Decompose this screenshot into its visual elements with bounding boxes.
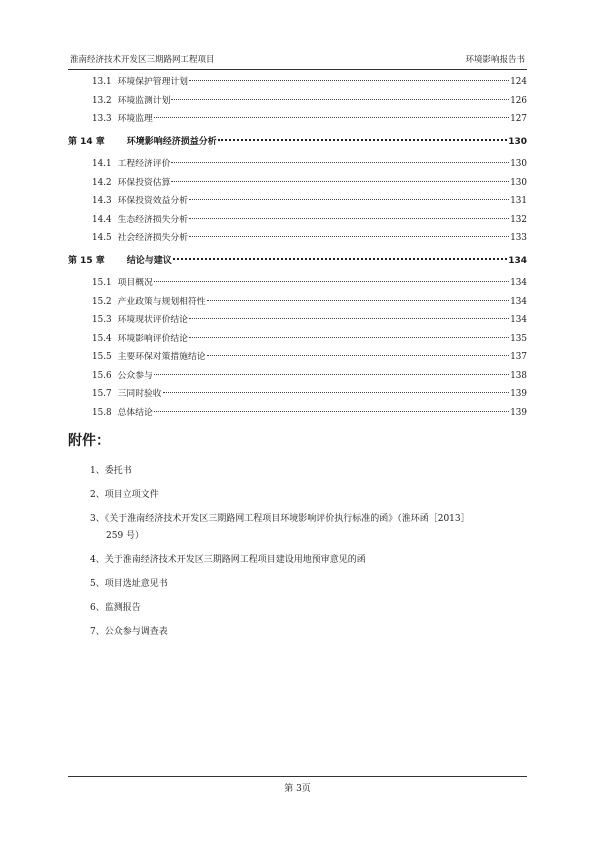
header-report-title: 环境影响报告书 bbox=[465, 55, 525, 65]
toc-page-number: 131 bbox=[510, 196, 527, 206]
toc-section-row[interactable] bbox=[68, 92, 527, 111]
attachment-text: 4、关于淮南经济技术开发区三期路网工程项目建设用地预审意见的函 bbox=[90, 555, 366, 565]
toc-section-row[interactable] bbox=[68, 385, 527, 404]
toc-section-row[interactable] bbox=[68, 155, 527, 174]
toc-page-number: 134 bbox=[508, 255, 527, 266]
toc-page-number: 133 bbox=[510, 233, 527, 243]
attachment-text: 3、《关于淮南经济技术开发区三期路网工程项目环境影响评价执行标准的函》（淮环函［2013］ bbox=[90, 514, 470, 524]
toc-title: 环保投资效益分析 bbox=[117, 196, 188, 206]
toc-section-row[interactable] bbox=[68, 293, 527, 312]
toc-page-number: 130 bbox=[510, 177, 527, 188]
toc-dot-leader bbox=[218, 139, 507, 141]
toc-dot-leader bbox=[189, 199, 509, 200]
attachment-text: 6、监测报告 bbox=[90, 603, 141, 613]
toc-number: 14.1 bbox=[92, 159, 112, 169]
toc-section-row[interactable] bbox=[68, 330, 527, 349]
toc-dot-leader bbox=[189, 80, 509, 81]
attachment-text-continued: 259 号） bbox=[106, 531, 145, 541]
toc-title: 环境保护管理计划 bbox=[117, 77, 188, 87]
toc-dot-leader bbox=[189, 337, 509, 338]
toc-title: 社会经济损失分析 bbox=[117, 233, 188, 243]
toc-number: 14.5 bbox=[92, 233, 112, 243]
toc-dot-leader bbox=[171, 181, 509, 182]
toc-page-number: 137 bbox=[510, 352, 527, 362]
attachment-text: 7、公众参与调查表 bbox=[90, 627, 168, 637]
attachment-item bbox=[90, 463, 527, 480]
toc-page-number: 132 bbox=[510, 214, 527, 225]
toc-number: 13.2 bbox=[92, 95, 112, 106]
toc-number: 15.2 bbox=[92, 296, 112, 307]
attachment-item bbox=[90, 600, 527, 617]
toc-title: 产业政策与规划相符性 bbox=[117, 296, 206, 307]
toc-number: 第 14 章 bbox=[68, 136, 105, 147]
toc-title: 主要环保对策措施结论 bbox=[117, 352, 206, 362]
toc-title: 项目概况 bbox=[117, 278, 153, 288]
toc-title: 生态经济损失分析 bbox=[117, 214, 188, 225]
toc-dot-leader bbox=[207, 355, 510, 356]
toc-dot-leader bbox=[189, 218, 509, 219]
toc-dot-leader bbox=[207, 300, 510, 301]
attachment-text: 2、项目立项文件 bbox=[90, 490, 159, 500]
toc-title: 三同时验收 bbox=[117, 389, 162, 399]
toc-page-number: 124 bbox=[510, 77, 527, 87]
attachments-list bbox=[90, 463, 527, 648]
toc-number: 15.1 bbox=[92, 278, 112, 288]
toc-number: 13.1 bbox=[92, 77, 112, 87]
toc-page-number: 130 bbox=[510, 159, 527, 169]
table-of-contents bbox=[68, 73, 527, 422]
toc-title: 环境现状评价结论 bbox=[117, 315, 188, 325]
toc-title: 环境影响评价结论 bbox=[117, 333, 188, 344]
attachment-item bbox=[90, 576, 527, 593]
toc-title: 环境监理 bbox=[117, 114, 153, 124]
toc-page-number: 130 bbox=[508, 136, 527, 147]
toc-section-row[interactable] bbox=[68, 211, 527, 230]
attachment-item bbox=[90, 511, 527, 545]
toc-dot-leader bbox=[189, 236, 509, 237]
toc-section-row[interactable] bbox=[68, 311, 527, 330]
toc-section-row[interactable] bbox=[68, 174, 527, 193]
toc-chapter-row[interactable] bbox=[68, 133, 527, 152]
toc-dot-leader bbox=[173, 258, 507, 260]
toc-page-number: 138 bbox=[510, 370, 527, 381]
toc-section-row[interactable] bbox=[68, 367, 527, 386]
toc-number: 14.2 bbox=[92, 177, 112, 188]
toc-section-row[interactable] bbox=[68, 73, 527, 92]
toc-section-row[interactable] bbox=[68, 192, 527, 211]
toc-page-number: 135 bbox=[510, 333, 527, 344]
toc-number: 15.8 bbox=[92, 407, 112, 418]
toc-page-number: 134 bbox=[510, 315, 527, 325]
header-project-title: 淮南经济技术开发区三期路网工程项目 bbox=[70, 55, 215, 65]
attachment-text: 5、项目选址意见书 bbox=[90, 579, 168, 589]
toc-page-number: 139 bbox=[510, 389, 527, 399]
toc-title: 环境监测计划 bbox=[117, 95, 171, 106]
toc-dot-leader bbox=[189, 318, 509, 319]
attachment-item bbox=[90, 552, 527, 569]
toc-title: 结论与建议 bbox=[126, 255, 172, 266]
toc-title: 公众参与 bbox=[117, 370, 153, 381]
footer-divider bbox=[68, 776, 527, 777]
toc-dot-leader bbox=[154, 374, 509, 375]
toc-title: 环境影响经济损益分析 bbox=[126, 136, 217, 147]
toc-number: 15.3 bbox=[92, 315, 112, 325]
toc-number: 第 15 章 bbox=[68, 255, 105, 266]
toc-section-row[interactable] bbox=[68, 404, 527, 423]
toc-page-number: 134 bbox=[510, 278, 527, 288]
toc-section-row[interactable] bbox=[68, 110, 527, 129]
toc-page-number: 134 bbox=[510, 296, 527, 307]
toc-chapter-row[interactable] bbox=[68, 252, 527, 271]
page-number: 第 3页 bbox=[284, 784, 311, 794]
toc-number: 15.6 bbox=[92, 370, 112, 381]
attachment-item bbox=[90, 487, 527, 504]
toc-title: 工程经济评价 bbox=[117, 159, 171, 169]
toc-number: 14.4 bbox=[92, 214, 112, 225]
attachments-heading: 附件： bbox=[68, 433, 110, 449]
toc-dot-leader bbox=[171, 162, 509, 163]
toc-title: 总体结论 bbox=[117, 407, 153, 418]
toc-page-number: 127 bbox=[510, 114, 527, 124]
page-header bbox=[68, 53, 527, 70]
toc-section-row[interactable] bbox=[68, 274, 527, 293]
toc-number: 13.3 bbox=[92, 114, 112, 124]
toc-dot-leader bbox=[154, 411, 509, 412]
toc-section-row[interactable] bbox=[68, 229, 527, 248]
toc-page-number: 139 bbox=[510, 407, 527, 418]
toc-number: 15.4 bbox=[92, 333, 112, 344]
toc-dot-leader bbox=[163, 392, 510, 393]
attachment-item bbox=[90, 624, 527, 641]
toc-dot-leader bbox=[171, 99, 509, 100]
toc-page-number: 126 bbox=[510, 95, 527, 106]
toc-number: 15.5 bbox=[92, 352, 112, 362]
toc-dot-leader bbox=[154, 281, 509, 282]
toc-title: 环保投资估算 bbox=[117, 177, 171, 188]
toc-dot-leader bbox=[154, 117, 509, 118]
toc-section-row[interactable] bbox=[68, 348, 527, 367]
attachment-text: 1、委托书 bbox=[90, 466, 132, 476]
toc-number: 14.3 bbox=[92, 196, 112, 206]
toc-number: 15.7 bbox=[92, 389, 112, 399]
